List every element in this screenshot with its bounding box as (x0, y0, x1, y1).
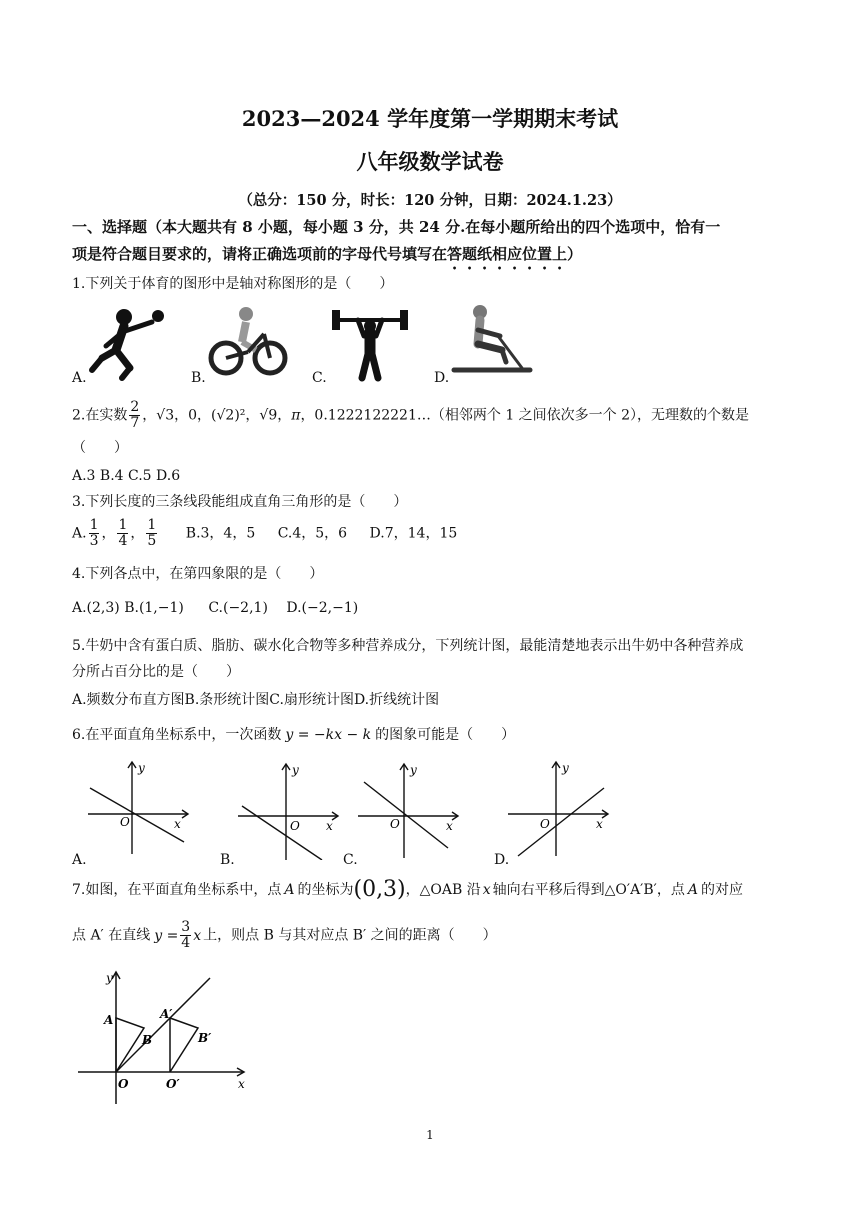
q3-option-b: B.3，4，5 (185, 525, 256, 542)
q3-option-a-label: A. (72, 525, 87, 542)
q7-fig-b-prime-label: B′ (198, 1031, 212, 1045)
q1-option-b: B. (191, 370, 206, 386)
q2-part: ， (277, 407, 292, 424)
q6-d-origin: O (540, 817, 550, 831)
q7-stem-end: 的对应 (700, 882, 743, 898)
q6-option-d: D. (494, 852, 510, 868)
q7-point-a: A (284, 882, 295, 898)
section-heading-line2-pre: 项是符合题目要求的，请将正确选项前的字母代号填写在 (72, 245, 448, 263)
q6-c-y-label: y (410, 763, 417, 777)
q7-fig-a-prime-label: A′ (160, 1007, 173, 1021)
q2-answer-blank: （ ） (72, 440, 128, 456)
q3-stem: 3.下列长度的三条线段能组成直角三角形的是（ ） (72, 494, 408, 510)
q1-figure-c (328, 300, 412, 382)
q6-graph-d (504, 758, 614, 858)
q7-fig-b-label: B (142, 1033, 153, 1047)
q6-graph-c (354, 760, 464, 860)
q3-frac-num: 1 (147, 517, 157, 533)
q6-b-x-label: x (326, 819, 333, 833)
q2-part-sqrt3: √3 (156, 407, 175, 424)
q2-options: A.3 B.4 C.5 D.6 (72, 468, 181, 484)
q7-fig-a-label: A (104, 1013, 114, 1027)
q2-part: ， (245, 407, 260, 424)
q7-stem-mid2: ，△OAB 沿 (405, 882, 481, 898)
q4-option-d: D.(−2,−1) (286, 600, 359, 616)
q7-fraction (180, 920, 191, 951)
q6-formula: y = −kx − k (285, 727, 372, 743)
q1-figure-d (450, 300, 534, 380)
q4-stem: 4.下列各点中，在第四象限的是（ ） (72, 566, 324, 582)
q2-part: ，0， (174, 407, 212, 424)
q7-axis-x: x (482, 882, 491, 898)
q1-figure-a (84, 300, 184, 382)
q7-stem-mid: 的坐标为 (297, 882, 354, 898)
q4-option-a: A.(2,3) (72, 600, 120, 616)
q2-part-sqrt9: √9 (259, 407, 278, 424)
q2-prefix: 2.在实数 (72, 407, 128, 424)
q1-stem: 1.下列关于体育的图形中是轴对称图形的是（ ） (72, 276, 394, 292)
q7-stem-line2-post: 上，则点 B 与其对应点 B′ 之间的距离（ ） (203, 927, 497, 944)
q6-option-b: B. (220, 852, 235, 868)
q7-figure (72, 966, 252, 1108)
q7-coord-a: (0,3) (353, 877, 406, 902)
q3-option-d: D.7，14，15 (369, 525, 458, 542)
q1-option-a: A. (72, 370, 87, 386)
q6-a-origin: O (120, 815, 130, 829)
q3-frac-num: 1 (89, 517, 99, 533)
q7-fig-x-label: x (238, 1077, 245, 1091)
q6-option-c: C. (343, 852, 358, 868)
q1-option-d: D. (434, 370, 450, 386)
q6-d-y-label: y (562, 761, 569, 775)
q7-fig-y-label: y (106, 971, 113, 985)
q6-c-origin: O (390, 817, 400, 831)
q7-fig-o-prime-label: O′ (166, 1077, 180, 1091)
q1-option-c: C. (312, 370, 327, 386)
q6-b-y-label: y (292, 763, 299, 777)
q3-frac-den: 4 (118, 533, 128, 549)
q3-fraction (89, 518, 100, 549)
q5-options: A.频数分布直方图B.条形统计图C.扇形统计图D.折线统计图 (72, 692, 440, 708)
q6-d-x-label: x (596, 817, 603, 831)
q6-a-x-label: x (174, 817, 181, 831)
q2-part-pi: π (291, 407, 301, 424)
q3-frac-den: 5 (147, 533, 157, 549)
section-heading-line2-post: ） (567, 245, 583, 263)
q6-graph-a (84, 758, 194, 858)
q2-stem (72, 400, 802, 431)
q2-part-tail: ，0.1222122221…（相邻两个 1 之间依次多一个 2），无理数的个数是 (300, 407, 750, 424)
q7-line-eq-post: x (193, 927, 202, 944)
q6-stem-post: 的图象可能是（ ） (375, 727, 516, 743)
q4-option-c: C.(−2,1) (208, 600, 268, 616)
q6-graph-b (234, 760, 344, 860)
q7-frac-num: 3 (181, 919, 191, 935)
exam-subtitle: 八年级数学试卷 (356, 149, 504, 174)
q3-fraction (117, 518, 128, 549)
exam-title: 2023—2024 学年度第一学期期末考试 (241, 106, 619, 131)
q1-figure-b (204, 300, 294, 380)
q2-part: ， (142, 407, 157, 424)
q7-stem-pre: 7.如图，在平面直角坐标系中，点 (72, 882, 282, 898)
q6-c-x-label: x (446, 819, 453, 833)
q6-stem (72, 725, 515, 745)
exam-info: （总分：150 分，时长：120 分钟，日期：2024.1.23） (238, 192, 622, 209)
q3-options: A. $\frac{1}{3}$ ， $\frac{1}{4}$ ， $\frac{1}{5}$ B.3，4，5 C.4，5，6 D.7，14，15 (72, 517, 458, 549)
q3-frac-num: 1 (118, 517, 128, 533)
q7-line-eq-pre: y = (154, 927, 179, 944)
q7-stem-line1 (72, 877, 743, 902)
section-heading-line2 (72, 241, 794, 273)
q7-fig-o-label: O (118, 1077, 129, 1091)
q7-frac-den: 4 (181, 935, 191, 951)
q7-stem-line2 (72, 920, 497, 951)
q4-option-b: B.(1,−1) (124, 600, 184, 616)
page-number: 1 (426, 1128, 434, 1142)
section-heading (72, 214, 794, 273)
weightlifter-icon (332, 310, 408, 378)
cyclist-icon (211, 307, 285, 373)
section-heading-emphasis: 答题纸相应位置上 (447, 245, 568, 263)
q4-options (72, 598, 358, 618)
q5-stem-line2: 分所占百分比的是（ ） (72, 664, 240, 680)
q2-frac-den: 7 (130, 415, 140, 431)
q2-fraction (129, 400, 140, 431)
rower-icon (454, 305, 530, 370)
section-heading-line1: 一、选择题（本大题共有 8 小题，每小题 3 分，共 24 分.在每小题所给出的四个选项中，恰有一 (72, 218, 721, 236)
q6-stem-pre: 6.在平面直角坐标系中，一次函数 (72, 727, 282, 743)
q7-stem-line2-pre: 点 A′ 在直线 (72, 927, 151, 944)
q2-frac-num: 2 (130, 399, 140, 415)
q3-frac-den: 3 (89, 533, 99, 549)
q6-option-a: A. (72, 852, 87, 868)
q6-a-y-label: y (138, 761, 145, 775)
ping-pong-player-icon (92, 309, 164, 378)
q6-b-origin: O (290, 819, 300, 833)
q5-stem-line1: 5.牛奶中含有蛋白质、脂肪、碳水化合物等多种营养成分，下列统计图，最能清楚地表示出牛奶中各种营养成 (72, 638, 744, 654)
q3-option-c: C.4，5，6 (277, 525, 348, 542)
q3-fraction (146, 518, 157, 549)
q7-stem-mid3: 轴向右平移后得到△O′A′B′，点 (492, 882, 685, 898)
q7-point-a-2: A (687, 882, 698, 898)
q2-part-sqrt2-squared: (√2)² (211, 407, 246, 424)
